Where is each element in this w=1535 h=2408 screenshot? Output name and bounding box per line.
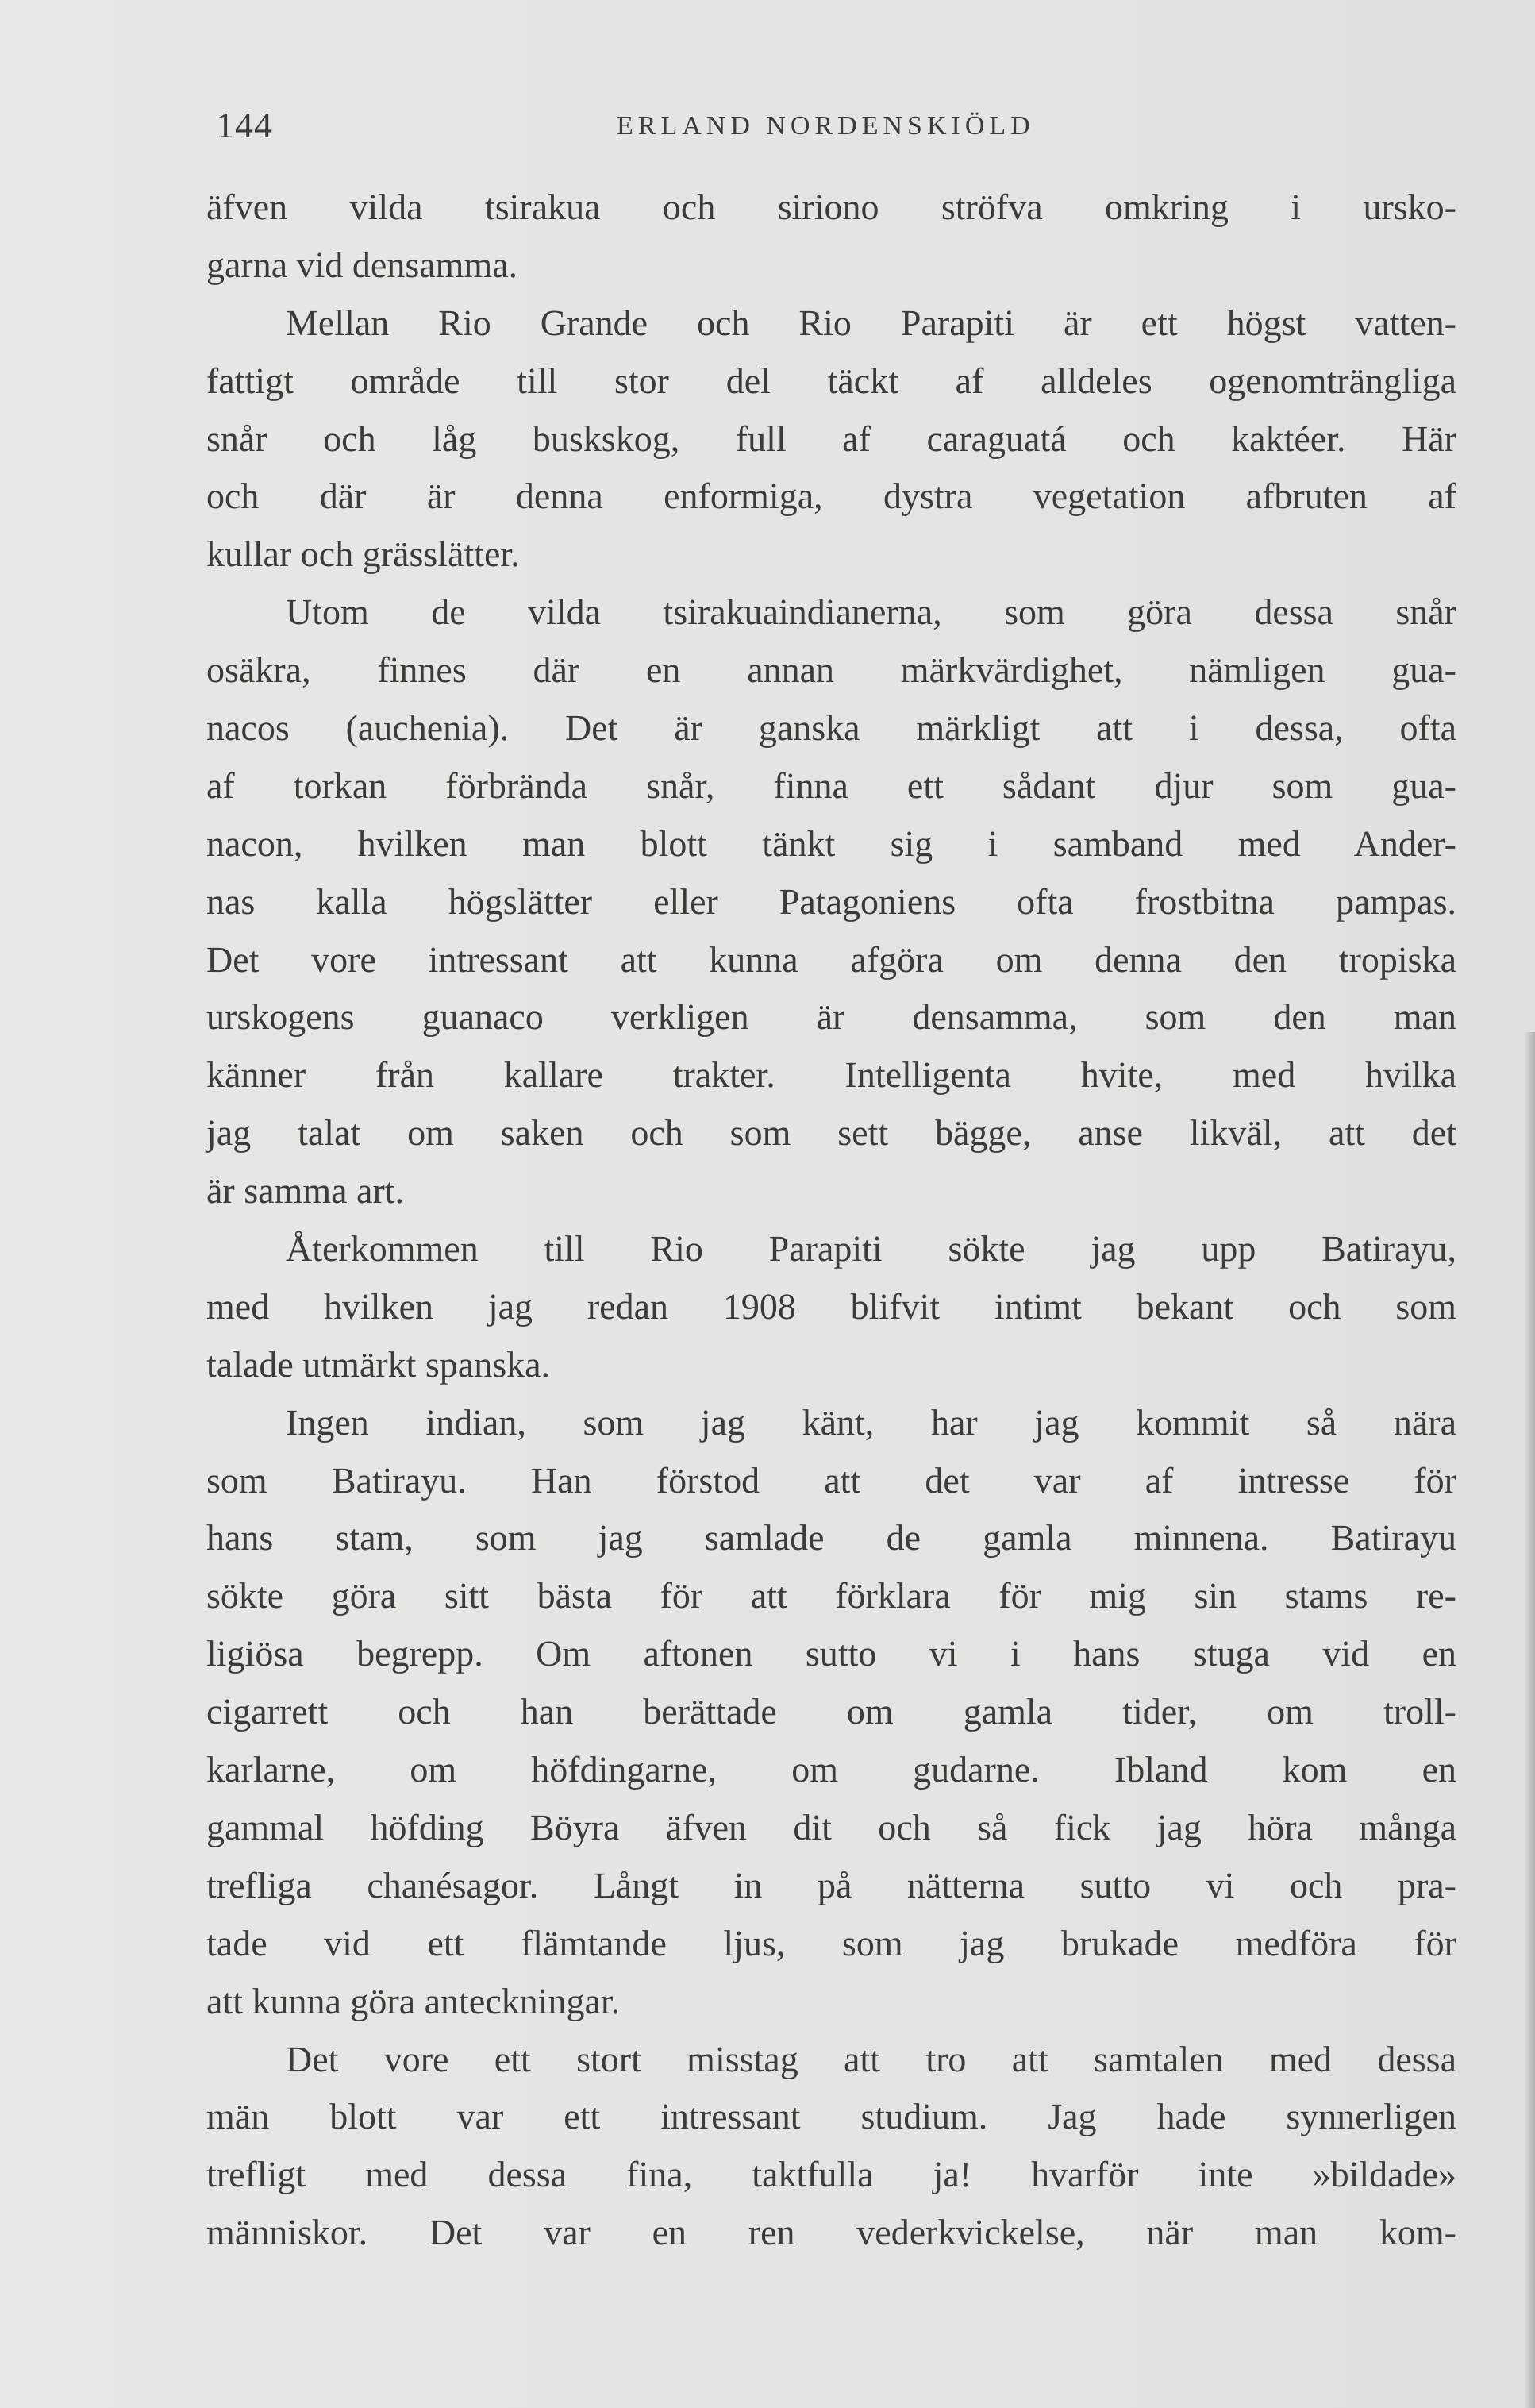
text-line: Det vore ett stort misstag att tro att samtalen med dessa bbox=[286, 2038, 1456, 2079]
text-line: är samma art. bbox=[206, 1170, 405, 1212]
text-line: kullar och grässlätter. bbox=[206, 534, 520, 575]
text-line: talade utmärkt spanska. bbox=[206, 1343, 551, 1385]
text-line: Mellan Rio Grande och Rio Parapiti är ett högst vatten- bbox=[286, 302, 1456, 343]
text-line: Ingen indian, som jag känt, har jag kommit så nära bbox=[286, 1401, 1456, 1443]
page-edge-shadow bbox=[1524, 1032, 1535, 2408]
text-line: ligiösa begrepp. Om aftonen sutto vi i hans stuga vid en bbox=[206, 1633, 1456, 1674]
text-line: trefliga chanésagor. Långt in på nätterna sutto vi och pra- bbox=[206, 1864, 1456, 1905]
text-line: män blott var ett intressant studium. Jag hade synnerligen bbox=[206, 2096, 1456, 2137]
page-header bbox=[216, 102, 1446, 149]
text-line: cigarrett och han berättade om gamla tider, om troll- bbox=[206, 1691, 1456, 1732]
text-line: nacon, hvilken man blott tänkt sig i samband med Ander- bbox=[206, 823, 1456, 864]
text-line: jag talat om saken och som sett bägge, anse likväl, att det bbox=[206, 1112, 1456, 1154]
text-line: fattigt område till stor del täckt af alldeles ogenomträngliga bbox=[206, 360, 1456, 401]
running-head: ERLAND NORDENSKIÖLD bbox=[617, 111, 1035, 141]
text-line: och där är denna enformiga, dystra vegetation afbruten af bbox=[206, 476, 1456, 517]
text-line: urskogens guanaco verkligen är densamma, som den man bbox=[206, 996, 1456, 1038]
text-line: snår och låg buskskog, full af caraguatá och kaktéer. Här bbox=[206, 418, 1456, 459]
text-line: karlarne, om höfdingarne, om gudarne. Ibland kom en bbox=[206, 1749, 1456, 1790]
text-line: Det vore intressant att kunna afgöra om denna den tropiska bbox=[206, 938, 1456, 980]
text-line: gammal höfding Böyra äfven dit och så fick jag höra många bbox=[206, 1806, 1456, 1847]
text-line: att kunna göra anteckningar. bbox=[206, 1980, 621, 2021]
text-line: tade vid ett flämtande ljus, som jag brukade medföra för bbox=[206, 1922, 1456, 1963]
text-line: Återkommen till Rio Parapiti sökte jag upp Batirayu, bbox=[286, 1228, 1456, 1269]
text-line: hans stam, som jag samlade de gamla minnena. Batirayu bbox=[206, 1517, 1456, 1558]
text-line: trefligt med dessa fina, taktfulla ja! hvarför inte »bildade» bbox=[206, 2154, 1456, 2195]
text-line: som Batirayu. Han förstod att det var af intresse för bbox=[206, 1459, 1456, 1501]
text-line: nacos (auchenia). Det är ganska märkligt att i dessa, ofta bbox=[206, 707, 1456, 749]
text-line: osäkra, finnes där en annan märkvärdighet, nämligen gua- bbox=[206, 649, 1456, 691]
text-line: nas kalla högslätter eller Patagoniens ofta frostbitna pampas. bbox=[206, 880, 1456, 922]
text-line: Utom de vilda tsirakuaindianerna, som göra dessa snår bbox=[286, 591, 1456, 633]
text-line: människor. Det var en ren vederkvickelse, när man kom- bbox=[206, 2212, 1456, 2253]
body-text bbox=[206, 179, 1456, 2262]
text-line: sökte göra sitt bästa för att förklara för mig sin stams re- bbox=[206, 1575, 1456, 1616]
text-line: känner från kallare trakter. Intelligenta hvite, med hvilka bbox=[206, 1054, 1456, 1096]
text-line: äfven vilda tsirakua och siriono ströfva omkring i ursko- bbox=[206, 187, 1456, 227]
text-line: af torkan förbrända snår, finna ett sådant djur som gua- bbox=[206, 765, 1456, 806]
page-number: 144 bbox=[216, 105, 273, 145]
text-line: garna vid densamma. bbox=[206, 244, 518, 285]
text-line: med hvilken jag redan 1908 blifvit intimt bekant och som bbox=[206, 1285, 1456, 1327]
